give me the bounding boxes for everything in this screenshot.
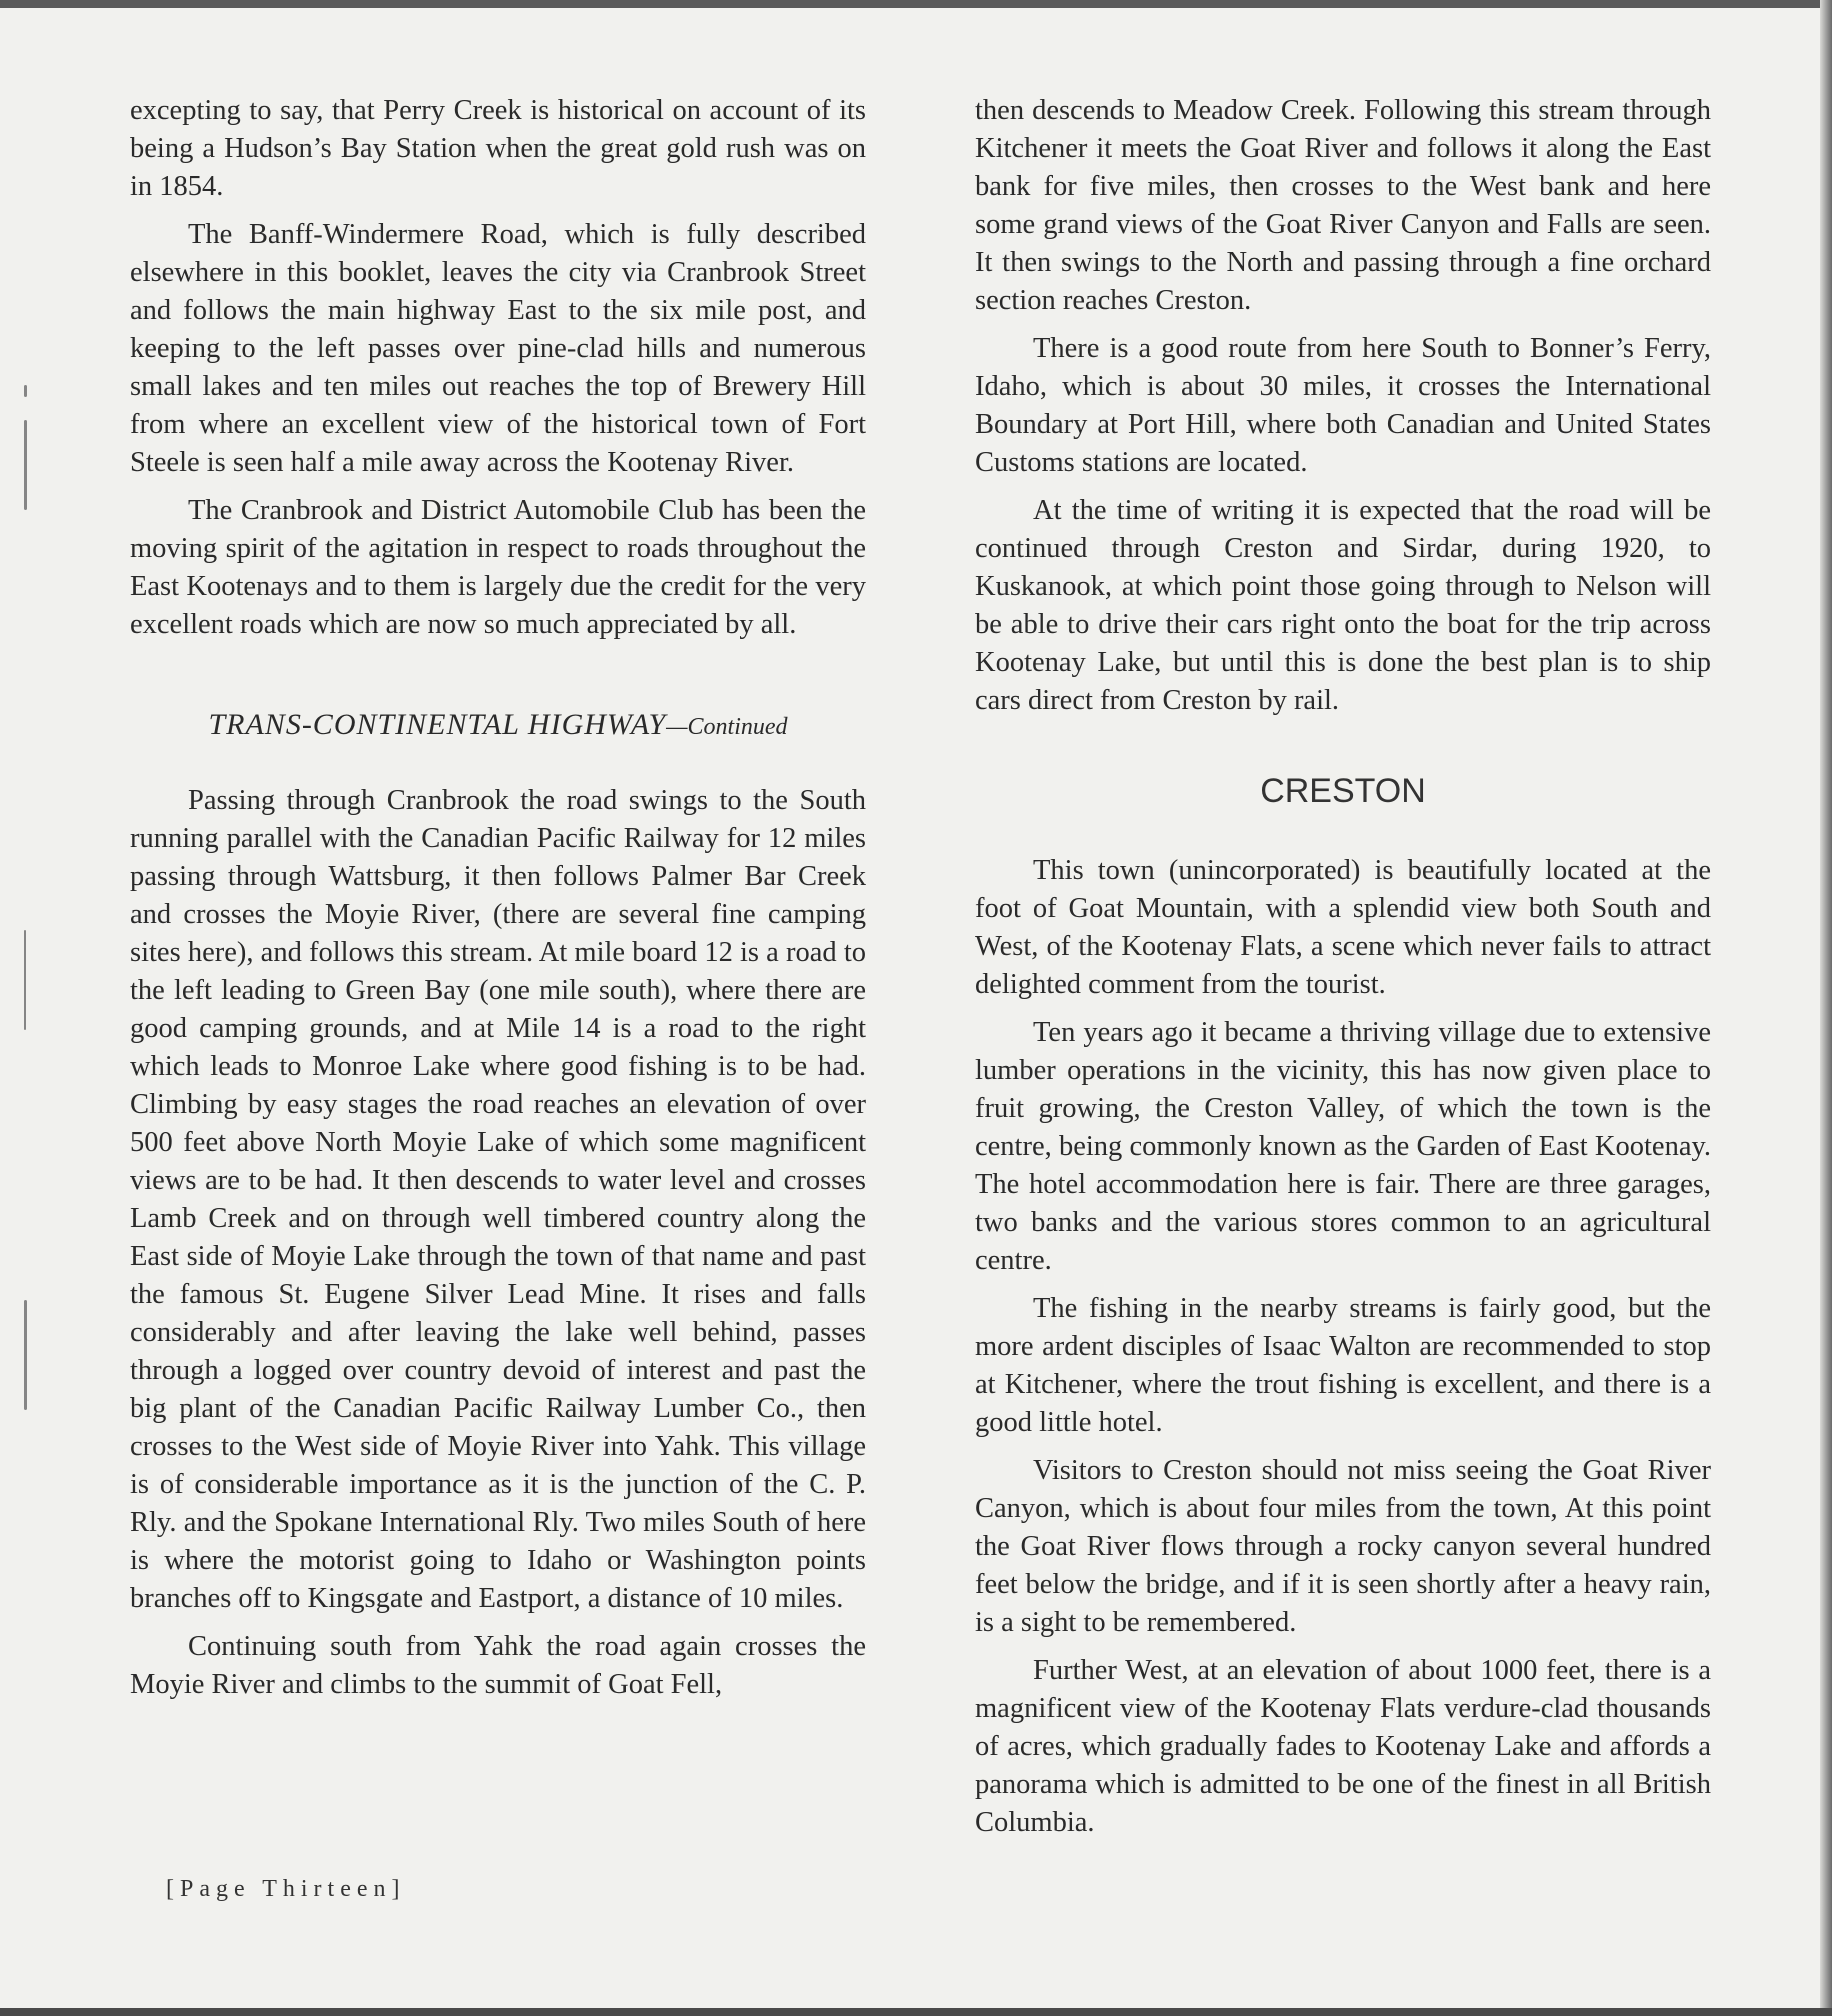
- left-paragraph: The Banff-Windermere Road, which is fully described elsewhere in this booklet, leaves the city via Cranbrook Street and follows the main highway East to the six mile post, and keeping to the left passes over pine-clad hills and numerous small lakes and ten miles out reaches the top of Brewery Hill from where an excellent view of the historical town of Fort Steele is seen half a mile away across the Kootenay River.: [130, 219, 866, 478]
- binding-mark: [24, 420, 27, 510]
- binding-mark: [24, 385, 27, 397]
- right-section-paragraph: Further West, at an elevation of about 1000 feet, there is a magnificent view of the Kootenay Flats verdure-clad thousands of acres, which gradually fades to Kootenay Lake and affords a panorama which is admitted to be one of the finest in all British Columbia.: [975, 1655, 1711, 1838]
- right-section-paragraph: Visitors to Creston should not miss seeing the Goat River Canyon, which is about four miles from the town, At this point the Goat River flows through a rocky canyon several hundred feet below the bridge, and if it is seen shortly after a heavy rain, is a sight to be remembered.: [975, 1455, 1711, 1638]
- right-section-paragraph: Ten years ago it became a thriving village due to extensive lumber operations in the vicinity, this has now given place to fruit growing, the Creston Valley, of which the town is the centre, being commonly known as the Garden of East Kootenay. The hotel accommodation here is fair. There are three garages, two banks and the various stores common to an agricultural centre.: [975, 1017, 1711, 1276]
- binding-mark: [24, 1300, 27, 1410]
- right-paragraph: There is a good route from here South to Bonner’s Ferry, Idaho, which is about 30 miles, it crosses the International Boundary at Port Hill, where both Canadian and United States Customs stations are located.: [975, 333, 1711, 478]
- heading-continued: —Continued: [666, 714, 788, 740]
- trans-continental-heading: [130, 706, 866, 746]
- scan-bottom-edge: [0, 2008, 1832, 2016]
- left-section-paragraph: Passing through Cranbrook the road swings to the South running parallel with the Canadian Pacific Railway for 12 miles passing through Wattsburg, it then follows Palmer Bar Creek and crosses the Moyie River, (there are several fine camping sites here), and follows this stream. At mile board 12 is a road to the left leading to Green Bay (one mile south), where there are good camping grounds, and at Mile 14 is a road to the right which leads to Monroe Lake where good fishing is to be had. Climbing by easy stages the road reaches an elevation of over 500 feet above North Moyie Lake of which some magnificent views are to be had. It then descends to water level and crosses Lamb Creek and on through well timbered country along the East side of Moyie Lake through the town of that name and past the famous St. Eugene Silver Lead Mine. It rises and falls considerably and after leaving the lake well behind, passes through a logged over country devoid of interest and past the big plant of the Canadian Pacific Railway Lumber Co., then crosses to the West side of Moyie River into Yahk. This village is of considerable importance as it is the junction of the C. P. Rly. and the Spokane International Rly. Two miles South of here is where the motorist going to Idaho or Washington points branches off to Kingsgate and Eastport, a distance of 10 miles.: [130, 785, 866, 1614]
- right-continued-paragraph: then descends to Meadow Creek. Following this stream through Kitchener it meets the Goat River and follows it along the East bank for five miles, then crosses to the West bank and here some grand views of the Goat River Canyon and Falls are seen. It then swings to the North and passing through a fine orchard section reaches Creston.: [975, 95, 1711, 316]
- scan-right-edge: [1820, 0, 1832, 2016]
- creston-heading: CRESTON: [1260, 772, 1426, 810]
- right-section-paragraph: The fishing in the nearby streams is fairly good, but the more ardent disciples of Isaac Walton are recommended to stop at Kitchener, where the trout fishing is excellent, and there is a good little hotel.: [975, 1293, 1711, 1438]
- left-paragraph: The Cranbrook and District Automobile Club has been the moving spirit of the agitation in respect to roads throughout the East Kootenays and to them is largely due the credit for the very excellent roads which are now so much appreciated by all.: [130, 495, 866, 640]
- binding-mark: [24, 930, 26, 1030]
- scan-top-edge: [0, 0, 1832, 8]
- left-continued-paragraph: excepting to say, that Perry Creek is historical on account of its being a Hudson’s Bay Station when the great gold rush was on in 1854.: [130, 95, 866, 202]
- left-section-paragraph: Continuing south from Yahk the road again crosses the Moyie River and climbs to the summit of Goat Fell,: [130, 1631, 866, 1700]
- left-column: [130, 92, 866, 1714]
- heading-title: TRANS-CONTINENTAL HIGHWAY: [208, 708, 667, 741]
- right-paragraph: At the time of writing it is expected that the road will be continued through Creston and Sirdar, during 1920, to Kuskanook, at which point those going through to Nelson will be able to drive their cars right onto the boat for the trip across Kootenay Lake, but until this is done the best plan is to ship cars direct from Creston by rail.: [975, 495, 1711, 716]
- right-section-paragraph: This town (unincorporated) is beautifully located at the foot of Goat Mountain, with a splendid view both South and West, of the Kootenay Flats, a scene which never fails to attract delighted comment from the tourist.: [975, 855, 1711, 1000]
- right-column: [975, 92, 1711, 1852]
- page-number: [Page Thirteen]: [166, 1876, 406, 1902]
